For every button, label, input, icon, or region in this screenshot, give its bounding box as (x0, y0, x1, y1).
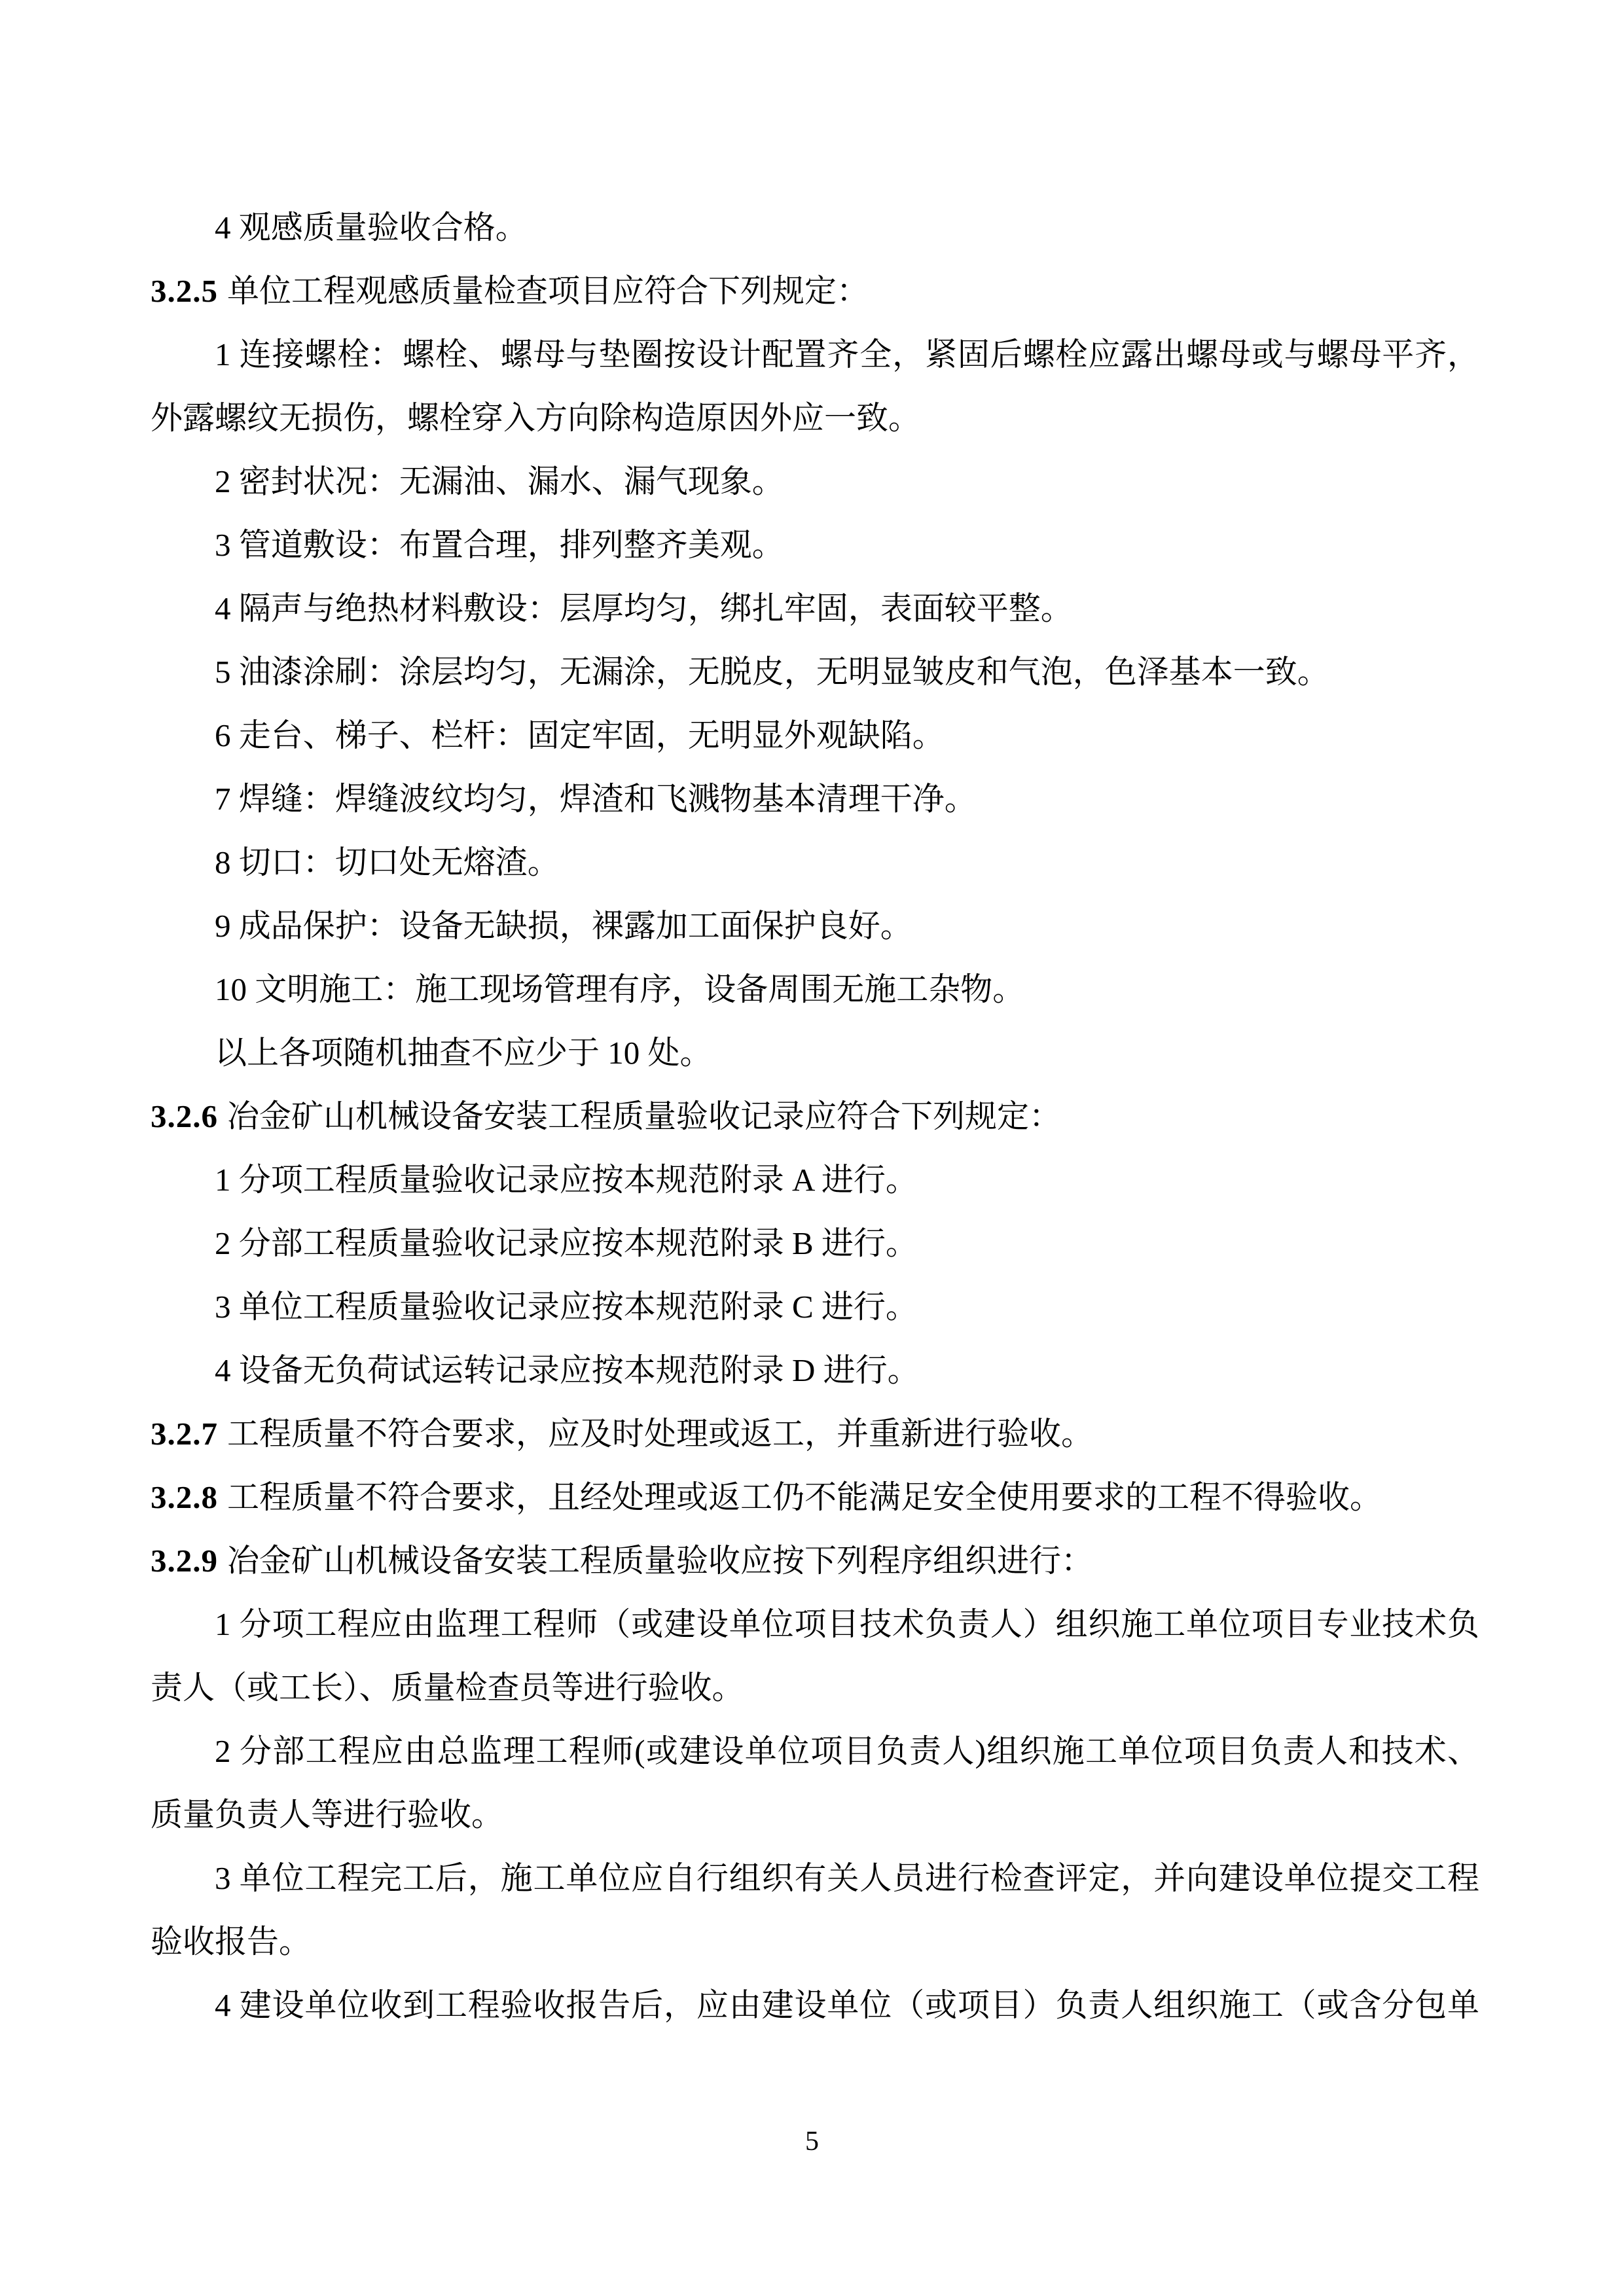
text-line (151, 386, 1479, 450)
section-number: 3.2.5 (151, 273, 218, 309)
text-line (151, 1973, 1479, 2037)
line-text: 4 观感质量验收合格。 (215, 209, 528, 245)
line-text: 3 单位工程质量验收记录应按本规范附录 C 进行。 (215, 1289, 918, 1325)
line-text: 4 隔声与绝热材料敷设：层厚均匀，绑扎牢固，表面较平整。 (215, 590, 1073, 626)
page-footer (0, 2126, 1624, 2157)
line-text: 单位工程观感质量检查项目应符合下列规定： (227, 273, 869, 309)
text-line (151, 1846, 1479, 1910)
section-number: 3.2.6 (151, 1098, 218, 1134)
text-line (151, 767, 1479, 831)
text-line (151, 1719, 1479, 1783)
line-text: 7 焊缝：焊缝波纹均匀，焊渣和飞溅物基本清理干净。 (215, 781, 977, 817)
text-line (151, 1148, 1479, 1211)
line-text: 3 管道敷设：布置合理，排列整齐美观。 (215, 527, 784, 563)
text-line (151, 894, 1479, 958)
section-number: 3.2.8 (151, 1479, 218, 1515)
line-text: 以上各项随机抽查不应少于 10 处。 (215, 1035, 712, 1071)
line-text: 10 文明施工：施工现场管理有序，设备周围无施工杂物。 (215, 971, 1025, 1007)
line-text: 工程质量不符合要求，且经处理或返工仍不能满足安全使用要求的工程不得验收。 (227, 1479, 1382, 1515)
section-number: 3.2.7 (151, 1416, 218, 1452)
text-line (151, 259, 1479, 323)
text-line (151, 1338, 1479, 1402)
line-text: 1 分项工程质量验收记录应按本规范附录 A 进行。 (215, 1162, 918, 1198)
line-text: 冶金矿山机械设备安装工程质量验收应按下列程序组织进行： (227, 1543, 1094, 1579)
line-text: 3 单位工程完工后，施工单位应自行组织有关人员进行检查评定，并向建设单位提交工程 (215, 1860, 1479, 1896)
text-line (151, 1402, 1479, 1465)
line-text: 2 分部工程质量验收记录应按本规范附录 B 进行。 (215, 1225, 918, 1261)
line-text: 9 成品保护：设备无缺损，裸露加工面保护良好。 (215, 908, 912, 944)
text-line (151, 196, 1479, 259)
line-text: 4 建设单位收到工程验收报告后，应由建设单位（或项目）负责人组织施工（或含分包单 (215, 1987, 1479, 2023)
text-line (151, 831, 1479, 894)
text-line (151, 577, 1479, 640)
text-line (151, 450, 1479, 513)
text-line (151, 1592, 1479, 1656)
text-line (151, 1211, 1479, 1275)
text-line (151, 1910, 1479, 1973)
text-line (151, 640, 1479, 704)
section-number: 3.2.9 (151, 1543, 218, 1579)
text-line (151, 1529, 1479, 1592)
text-line (151, 1783, 1479, 1846)
line-text: 冶金矿山机械设备安装工程质量验收记录应符合下列规定： (227, 1098, 1062, 1134)
line-text: 验收报告。 (151, 1924, 312, 1960)
text-line (151, 1021, 1479, 1085)
text-line (151, 513, 1479, 577)
line-text: 外露螺纹无损伤，螺栓穿入方向除构造原因外应一致。 (151, 400, 921, 436)
line-text: 工程质量不符合要求，应及时处理或返工，并重新进行验收。 (227, 1416, 1094, 1452)
page-number: 5 (805, 2126, 819, 2157)
line-text: 2 密封状况：无漏油、漏水、漏气现象。 (215, 463, 784, 499)
text-line (151, 1656, 1479, 1719)
line-text: 8 切口：切口处无熔渣。 (215, 844, 560, 880)
line-text: 6 走台、梯子、栏杆：固定牢固，无明显外观缺陷。 (215, 717, 945, 753)
line-text: 质量负责人等进行验收。 (151, 1797, 504, 1833)
line-text: 1 分项工程应由监理工程师（或建设单位项目技术负责人）组织施工单位项目专业技术负 (215, 1606, 1479, 1642)
line-text: 1 连接螺栓：螺栓、螺母与垫圈按设计配置齐全，紧固后螺栓应露出螺母或与螺母平齐， (215, 336, 1479, 372)
text-line (151, 958, 1479, 1021)
text-line (151, 1465, 1479, 1529)
text-line (151, 704, 1479, 767)
text-line (151, 323, 1479, 386)
line-text: 4 设备无负荷试运转记录应按本规范附录 D 进行。 (215, 1352, 920, 1388)
document-body (151, 196, 1479, 2037)
line-text: 2 分部工程应由总监理工程师(或建设单位项目负责人)组织施工单位项目负责人和技术、 (215, 1733, 1479, 1769)
line-text: 责人（或工长）、质量检查员等进行验收。 (151, 1670, 744, 1706)
text-line (151, 1085, 1479, 1148)
text-line (151, 1275, 1479, 1338)
line-text: 5 油漆涂刷：涂层均匀，无漏涂，无脱皮，无明显皱皮和气泡，色泽基本一致。 (215, 654, 1329, 690)
